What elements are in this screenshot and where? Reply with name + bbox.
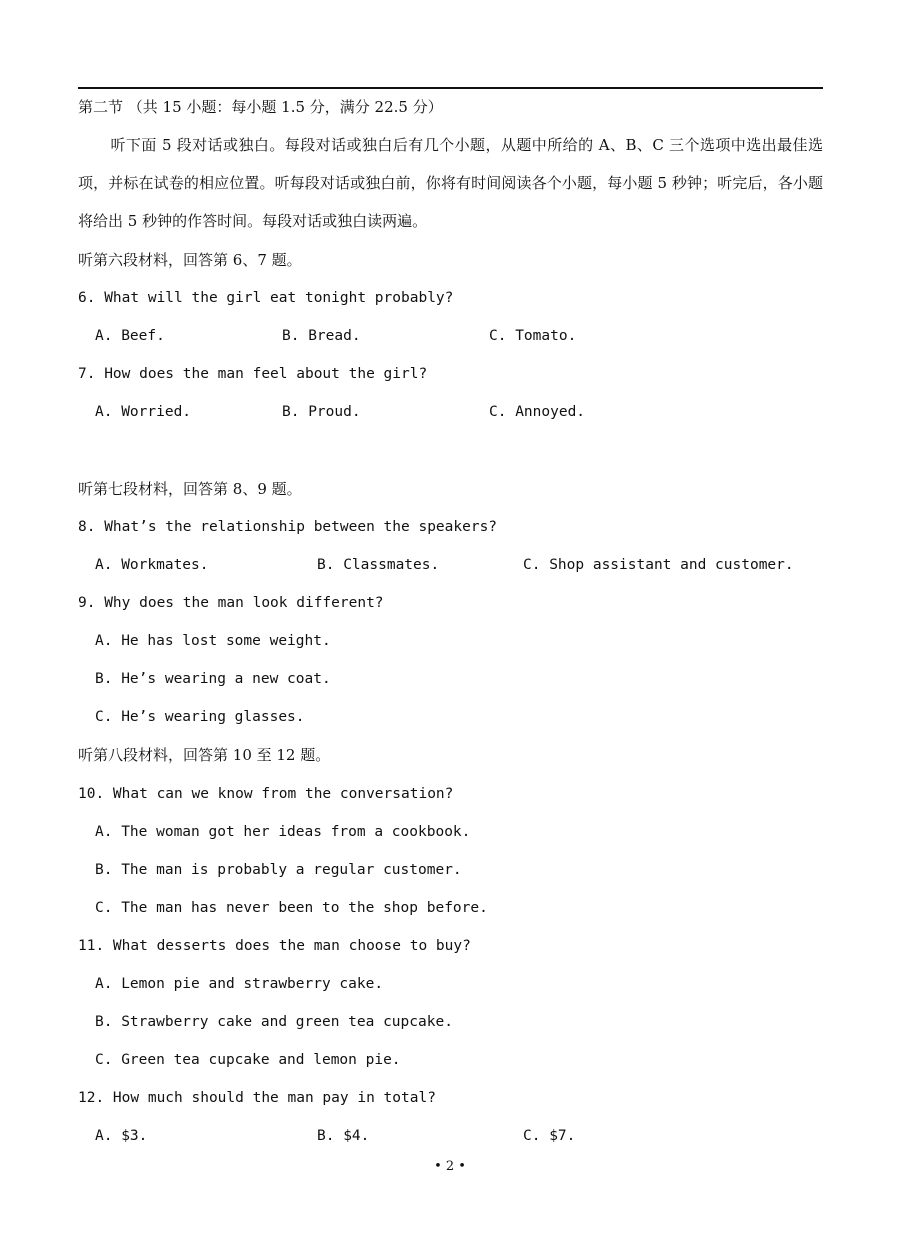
question-6-option-b: B. Bread.	[282, 328, 361, 344]
question-7-option-c: C. Annoyed.	[489, 404, 586, 420]
group-heading-8-9: 听第七段材料，回答第 8、9 题。	[78, 480, 302, 498]
question-9-option-a: A. He has lost some weight.	[95, 633, 331, 649]
question-7-option-b: B. Proud.	[282, 404, 361, 420]
question-8-option-c: C. Shop assistant and customer.	[523, 557, 794, 573]
question-8-stem: 8. What’s the relationship between the speakers?	[78, 519, 498, 535]
top-rule	[78, 87, 823, 89]
question-6-stem: 6. What will the girl eat tonight probably?	[78, 290, 454, 306]
question-6-option-c: C. Tomato.	[489, 328, 577, 344]
page-number: • 2 •	[434, 1159, 466, 1174]
question-10-option-a: A. The woman got her ideas from a cookbook.	[95, 824, 471, 840]
question-11-stem: 11. What desserts does the man choose to buy?	[78, 938, 471, 954]
question-9-option-b: B. He’s wearing a new coat.	[95, 671, 331, 687]
question-10-stem: 10. What can we know from the conversation?	[78, 786, 454, 802]
question-9-stem: 9. Why does the man look different?	[78, 595, 384, 611]
question-6-option-a: A. Beef.	[95, 328, 165, 344]
question-12-option-b: B. $4.	[317, 1128, 370, 1144]
question-12-option-c: C. $7.	[523, 1128, 576, 1144]
question-11-option-a: A. Lemon pie and strawberry cake.	[95, 976, 384, 992]
question-12-option-a: A. $3.	[95, 1128, 148, 1144]
section-header: 第二节 （共 15 小题：每小题 1.5 分，满分 22.5 分）	[78, 98, 443, 116]
question-8-option-a: A. Workmates.	[95, 557, 209, 573]
question-11-option-c: C. Green tea cupcake and lemon pie.	[95, 1052, 401, 1068]
instructions-text: 听下面 5 段对话或独白。每段对话或独白后有几个小题，从题中所给的 A、B、C 三个选项中选出最佳选项，并标在试卷的相应位置。听每段对话或独白前，你将有时间阅读各个小题，每小题 5 秒钟；听完后，各小题将给出 5 秒钟的作答时间。每段对话或独白读两遍。	[78, 136, 823, 230]
group-heading-10-12: 听第八段材料，回答第 10 至 12 题。	[78, 746, 331, 764]
question-12-stem: 12. How much should the man pay in total?	[78, 1090, 436, 1106]
question-7-stem: 7. How does the man feel about the girl?	[78, 366, 428, 382]
question-9-option-c: C. He’s wearing glasses.	[95, 709, 305, 725]
question-8-option-b: B. Classmates.	[317, 557, 440, 573]
question-10-option-b: B. The man is probably a regular customer.	[95, 862, 462, 878]
question-7-option-a: A. Worried.	[95, 404, 192, 420]
instructions-paragraph	[78, 126, 823, 240]
question-10-option-c: C. The man has never been to the shop before.	[95, 900, 488, 916]
question-11-option-b: B. Strawberry cake and green tea cupcake.	[95, 1014, 453, 1030]
group-heading-6-7: 听第六段材料，回答第 6、7 题。	[78, 251, 302, 269]
